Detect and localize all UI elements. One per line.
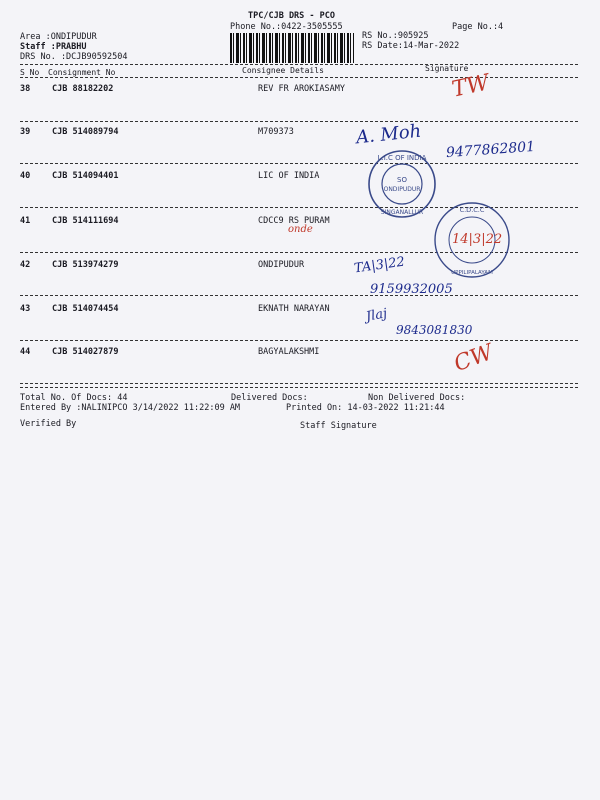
- drs-number: DRS No. :DCJB90592504: [20, 52, 128, 62]
- handwritten-date: 14|3|22: [452, 232, 503, 247]
- row-divider: [20, 383, 578, 384]
- row-consignee: BAGYALAKSHMI: [258, 347, 320, 357]
- delivered-docs: Delivered Docs:: [231, 393, 308, 403]
- row-sno: 39: [20, 127, 31, 137]
- handwritten-signature: CW: [450, 340, 497, 377]
- row-sno: 41: [20, 216, 31, 226]
- row-consignee: CDCC9 RS PURAM: [258, 216, 330, 226]
- row-consignee: LIC OF INDIA: [258, 171, 320, 181]
- divider: [20, 77, 578, 78]
- divider: [20, 64, 578, 65]
- row-consignee: EKNATH NARAYAN: [258, 304, 330, 314]
- handwritten-phone: 9477862801: [445, 138, 536, 162]
- table-row: [0, 84, 600, 104]
- svg-text:SO: SO: [397, 176, 407, 184]
- handwritten-signature: A. Moh: [355, 120, 423, 149]
- lic-stamp: [366, 148, 438, 220]
- page-number: Page No.:4: [452, 22, 504, 32]
- rs-number: RS No.:905925: [362, 31, 429, 41]
- svg-text:SINGANALLUR: SINGANALLUR: [380, 209, 424, 216]
- phone-number: Phone No.:0422-3505555: [230, 22, 343, 32]
- svg-text:UPPILIPALAYAM: UPPILIPALAYAM: [451, 270, 493, 276]
- handwritten-phone: 9843081830: [396, 323, 473, 337]
- svg-text:ONDIPUDUR: ONDIPUDUR: [383, 186, 421, 193]
- document-title: TPC/CJB DRS - PCO: [248, 11, 335, 21]
- row-divider: [20, 295, 578, 296]
- staff-signature: Staff Signature: [300, 421, 377, 431]
- verified-by: Verified By: [20, 419, 77, 429]
- printed-on: Printed On: 14-03-2022 11:21:44: [286, 403, 445, 413]
- total-docs: Total No. Of Docs: 44: [20, 393, 128, 403]
- table-row: [0, 171, 600, 191]
- non-delivered-docs: Non Delivered Docs:: [368, 393, 466, 403]
- row-consignment: CJB 514074454: [52, 304, 119, 314]
- area-label: Area :ONDIPUDUR: [20, 32, 97, 42]
- row-divider: [20, 121, 578, 122]
- row-sno: 40: [20, 171, 31, 181]
- row-consignment: CJB 514111694: [52, 216, 119, 226]
- row-divider: [20, 340, 578, 341]
- row-consignee: ONDIPUDUR: [258, 260, 305, 270]
- column-header-consignee: Consignee Details: [242, 66, 324, 75]
- handwritten-signature: Jlaj: [364, 306, 389, 325]
- column-header-sno: S No: [20, 68, 40, 77]
- table-row: [0, 304, 600, 324]
- row-consignment: CJB 514027879: [52, 347, 119, 357]
- handwritten-note: onde: [288, 224, 313, 235]
- row-consignment: CJB 88182202: [52, 84, 114, 94]
- row-sno: 38: [20, 84, 31, 94]
- svg-text:L.I.C OF INDIA: L.I.C OF INDIA: [377, 154, 427, 162]
- row-sno: 43: [20, 304, 31, 314]
- handwritten-phone: 9159932005: [370, 282, 453, 297]
- staff-label: Staff :PRABHU: [20, 42, 87, 52]
- row-consignee: M709373: [258, 127, 294, 137]
- handwritten-date: TA|3|22: [353, 254, 406, 277]
- row-divider: [20, 387, 578, 388]
- row-sno: 44: [20, 347, 31, 357]
- row-consignment: CJB 514094401: [52, 171, 119, 181]
- row-sno: 42: [20, 260, 31, 270]
- row-consignee: REV FR AROKIASAMY: [258, 84, 345, 94]
- table-row: [0, 347, 600, 367]
- column-header-consignment: Consignment No: [48, 68, 116, 77]
- row-divider: [20, 163, 578, 164]
- barcode: [230, 33, 354, 63]
- svg-text:C.D.C.C: C.D.C.C: [459, 206, 485, 214]
- handwritten-signature: TW: [449, 70, 492, 103]
- entered-by: Entered By :NALINIPCO 3/14/2022 11:22:09 AM: [20, 403, 241, 413]
- row-consignment: CJB 514089794: [52, 127, 119, 137]
- rs-date: RS Date:14-Mar-2022: [362, 41, 460, 51]
- row-consignment: CJB 513974279: [52, 260, 119, 270]
- column-header-signature: Signature: [425, 64, 469, 73]
